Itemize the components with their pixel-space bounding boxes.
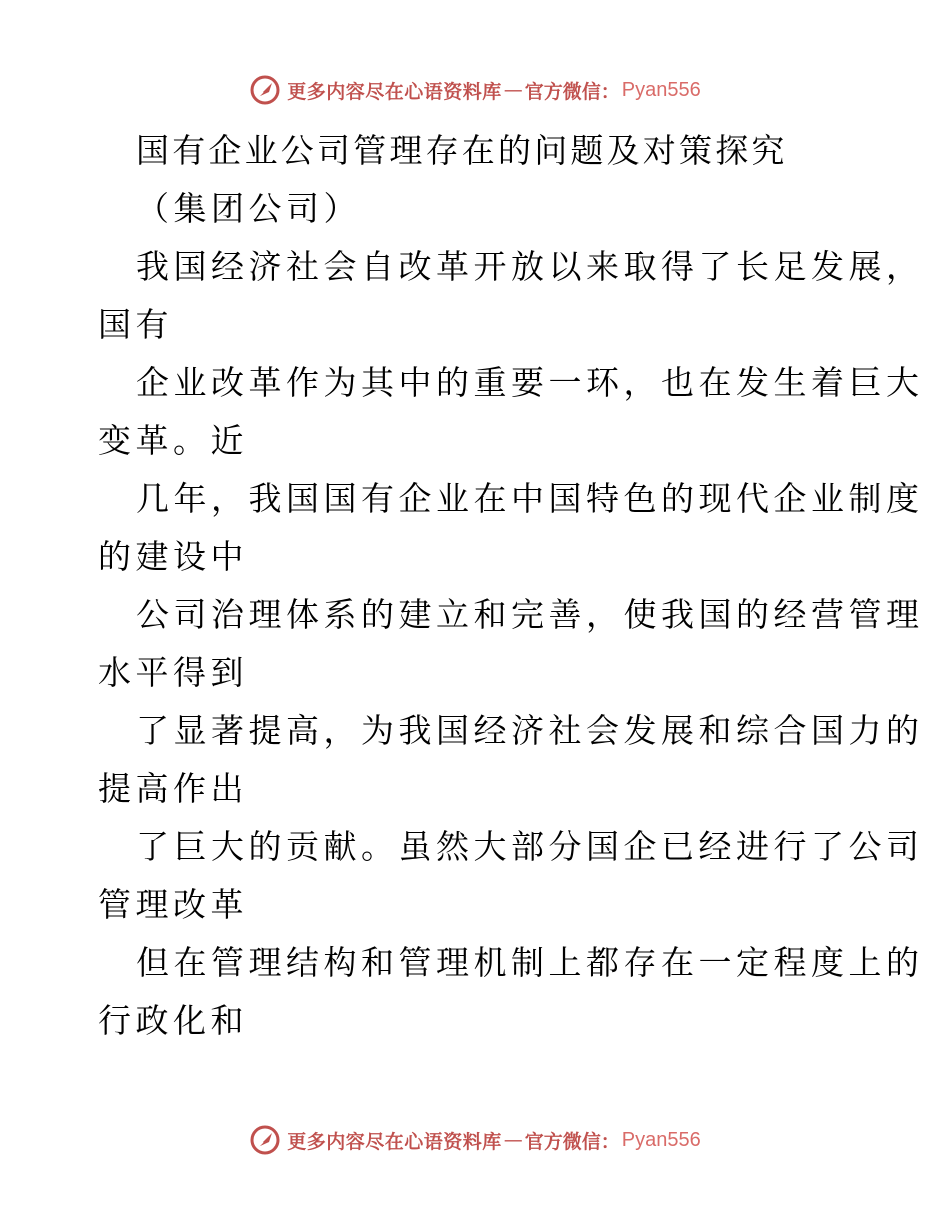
- header-dash: —: [503, 79, 523, 101]
- paragraph-line: 变革。近: [98, 421, 248, 460]
- footer-dash: —: [503, 1129, 523, 1151]
- paragraph-line: 了巨大的贡献。虽然大部分国企已经进行了公司: [136, 827, 924, 866]
- paragraph-line: 行政化和: [98, 1001, 248, 1040]
- paragraph-line: 公司治理体系的建立和完善，使我国的经营管理: [136, 595, 924, 634]
- paragraph-line: 管理改革: [98, 885, 248, 924]
- paragraph-line: 国有: [98, 305, 173, 344]
- paragraph-line: 提高作出: [98, 769, 248, 808]
- paragraph-line: 我国经济社会自改革开放以来取得了长足发展，: [136, 247, 924, 286]
- footer-banner: [0, 1120, 950, 1160]
- footer-wechat-id: Pyan556: [621, 1128, 701, 1151]
- paragraph-line: 但在管理结构和管理机制上都存在一定程度上的: [136, 943, 924, 982]
- header-banner: [0, 70, 950, 110]
- header-wechat-id: Pyan556: [621, 78, 701, 101]
- footer-brand: 更多内容尽在心语资料库: [287, 1130, 502, 1153]
- paragraph-line: 水平得到: [98, 653, 248, 692]
- paragraph-line: 了显著提高，为我国经济社会发展和综合国力的: [136, 711, 924, 750]
- document-subtitle: （集团公司）: [136, 189, 361, 228]
- footer-wechat-label: 官方微信：: [524, 1130, 620, 1153]
- header-wechat-label: 官方微信：: [524, 80, 620, 103]
- paragraph-line: 几年，我国国有企业在中国特色的现代企业制度: [136, 479, 924, 518]
- feather-logo-icon: [249, 74, 281, 106]
- document-title: 国有企业公司管理存在的问题及对策探究: [136, 131, 788, 170]
- paragraph-line: 企业改革作为其中的重要一环，也在发生着巨大: [136, 363, 924, 402]
- header-brand: 更多内容尽在心语资料库: [287, 80, 502, 103]
- feather-logo-icon: [249, 1124, 281, 1156]
- document-body: [98, 122, 924, 1050]
- paragraph-line: 的建设中: [98, 537, 248, 576]
